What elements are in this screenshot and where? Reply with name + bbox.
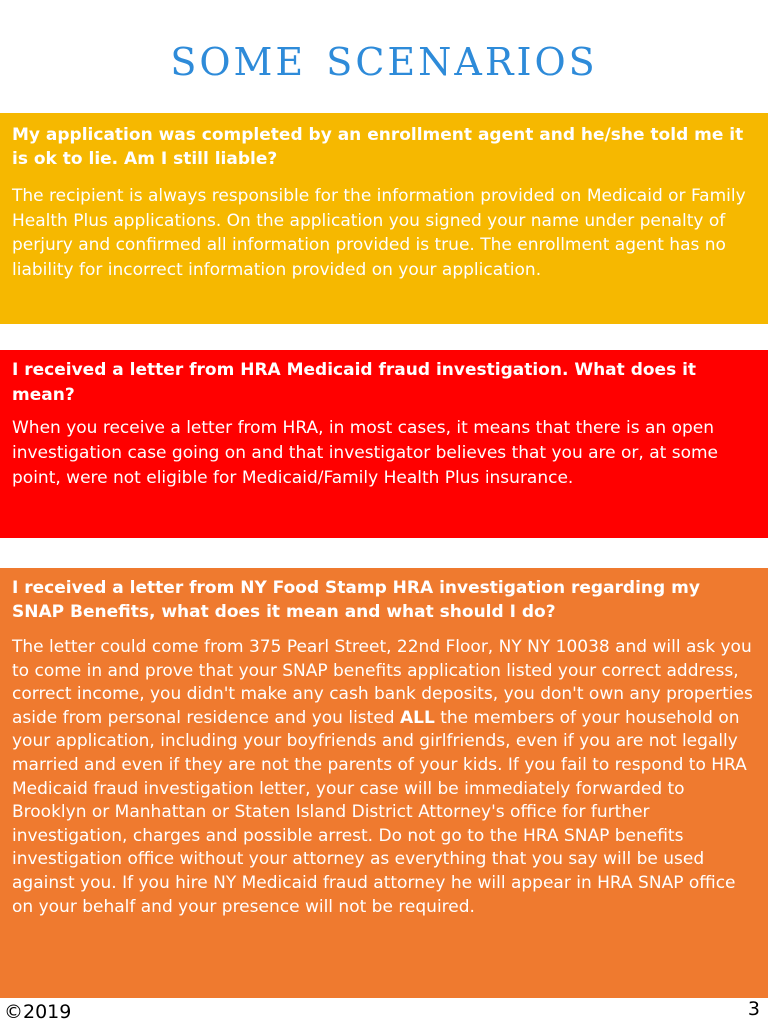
scenario-question: My application was completed by an enrollment agent and he/she told me it is ok to lie. Am I still liable?	[12, 125, 744, 169]
copyright-notice: ©2019	[4, 1001, 72, 1023]
scenario-box-enrollment-agent	[0, 113, 768, 324]
scenario-box-snap-benefits	[0, 568, 768, 998]
scenario-answer: When you receive a letter from HRA, in most cases, it means that there is an open investigation case going on and that investigator believes that you are or, at some point, were not eligible for Medicaid/Family Health Plus insurance.	[12, 418, 718, 488]
page-number: 3	[747, 998, 760, 1020]
scenario-question: I received a letter from HRA Medicaid fraud investigation. What does it mean?	[12, 360, 697, 405]
scenario-answer: The recipient is always responsible for the information provided on Medicaid or Family Health Plus applications. On the application you signed your name under penalty of perjury and confirmed all information provided is true. The enrollment agent has no liability for incorrect information provided on your application.	[12, 186, 746, 280]
scenario-answer-part: the members of your household on your application, including your boyfriends and girlfriends, even if you are not legally married and even if they are not the parents of your kids. If you fail to respond to HRA Medicaid fraud investigation letter, your case will be immediately forwarded to Brooklyn or Manhattan or Staten Island District Attorney's office for further investigation, charges and possible arrest. Do not go to the HRA SNAP benefits investigation office without your attorney as everything that you say will be used against you. If you hire NY Medicaid fraud attorney he will appear in HRA SNAP office on your behalf and your presence will not be required.	[12, 707, 747, 917]
page-title: some scenarios	[170, 25, 598, 88]
scenario-question: I received a letter from NY Food Stamp HRA investigation regarding my SNAP Benefits, what does it mean and what should I do?	[12, 578, 700, 622]
scenario-answer-part: The letter could come from 375 Pearl Street, 22nd Floor, NY NY 10038 and will ask you to come in and prove that your SNAP benefits application listed your correct address, correct income, you didn't make any cash bank deposits, you don't own any properties aside from personal residence and you listed	[12, 637, 753, 728]
scenario-answer	[12, 636, 756, 919]
scenario-box-hra-letter	[0, 350, 768, 538]
scenario-answer-emphasis: ALL	[399, 707, 435, 728]
